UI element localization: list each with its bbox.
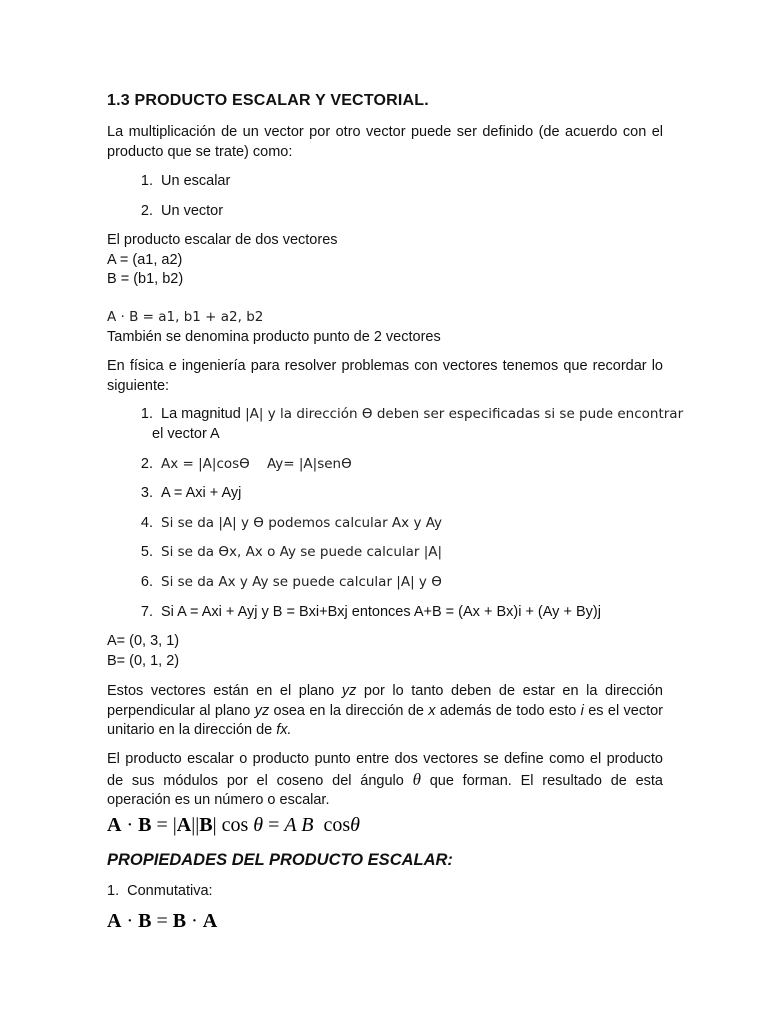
- list2-item-6: [127, 573, 442, 593]
- text-run: por lo tanto deben de estar en la dirección perpendicular al plano: [107, 683, 663, 719]
- vector-a: A: [202, 910, 218, 932]
- dot-operator: ·: [121, 910, 139, 932]
- theta-symbol: θ: [412, 769, 421, 789]
- plane-paragraph: [107, 682, 663, 741]
- intro-paragraph: La multiplicación de un vector por otro vector puede ser definido (de acuerdo con el producto que se trate) como:: [107, 124, 663, 160]
- list2-item-7: [127, 603, 601, 623]
- vector-b: B: [172, 910, 187, 932]
- dot-operator: ·: [186, 910, 203, 932]
- list-number: 7.: [140, 604, 153, 620]
- list-number: 4.: [140, 515, 153, 531]
- italic-term: yz: [341, 683, 357, 699]
- list-text: Un vector: [161, 203, 224, 219]
- vector-a-components: A = (a1, a2): [107, 252, 183, 268]
- commutative-formula: [107, 910, 217, 933]
- cos-term: | cos: [212, 814, 254, 836]
- list-text: La magnitud: [161, 406, 241, 422]
- equals: =: [263, 814, 285, 836]
- magnitude-b: B: [296, 814, 314, 836]
- list-text: Si se da Ax y Ay se puede calcular |A| y ϴ: [161, 574, 442, 590]
- list-text-continued: |A| y la dirección ϴ deben ser especificadas si se pude encontrar: [240, 406, 684, 422]
- equals-abs: = |: [151, 814, 177, 836]
- italic-term: x: [428, 702, 436, 719]
- italic-term: i: [580, 702, 584, 719]
- list2-item-1-wrap: el vector A: [152, 426, 220, 442]
- vector-b-components: B = (b1, b2): [107, 271, 184, 287]
- magnitude-a: A: [284, 814, 297, 836]
- text-run: que forman. El resultado de esta operación es un número o escalar.: [107, 772, 663, 808]
- list-text: Un escalar: [161, 173, 231, 189]
- text-run: Estos vectores están en el plano: [107, 683, 342, 699]
- text-run: es el vector unitario en la dirección de: [107, 702, 664, 738]
- dot-operator: ·: [121, 814, 139, 836]
- list2-item-1: [127, 405, 683, 425]
- list-text: Ax = |A|cosϴ Ay= |A|senϴ: [161, 456, 352, 472]
- list2-item-5: [127, 543, 442, 563]
- property-1-label: 1. Conmutativa:: [107, 883, 213, 899]
- properties-heading: PROPIEDADES DEL PRODUCTO ESCALAR:: [107, 851, 453, 869]
- text-run: además de todo esto: [435, 702, 581, 719]
- dot-product-paragraph: [107, 750, 663, 811]
- vector-b: B: [199, 814, 213, 836]
- text-run: osea en la dirección de: [269, 702, 429, 719]
- list1-item-2: [127, 202, 223, 222]
- scalar-def-line1: El producto escalar de dos vectores: [107, 232, 338, 248]
- vector-b-example: B= (0, 1, 2): [107, 653, 180, 669]
- dot-product-formula: [107, 814, 360, 837]
- list-text: Si se da |A| y ϴ podemos calcular Ax y Ay: [161, 515, 443, 531]
- list-number: 3.: [140, 485, 153, 501]
- list-number: 5.: [140, 544, 153, 560]
- list2-item-4: [127, 514, 442, 534]
- list-number: 1.: [140, 406, 153, 422]
- italic-term: yz: [254, 702, 270, 719]
- italic-term: fx.: [276, 722, 292, 738]
- theta-symbol: θ: [253, 814, 264, 836]
- text-run: El producto escalar o producto punto entre dos vectores se define como el producto de sus módulos por el coseno del ángulo: [107, 751, 663, 789]
- list-text: Si A = Axi + Ayj y B = Bxi+Bxj entonces A+B = (Ax + Bx)i + (Ay + By)j: [161, 604, 601, 620]
- list-number: 6.: [140, 574, 153, 590]
- vector-a: A: [176, 814, 192, 836]
- list2-item-3: [127, 484, 241, 504]
- section-title: 1.3 PRODUCTO ESCALAR Y VECTORIAL.: [107, 92, 429, 109]
- vector-a: A: [107, 910, 122, 932]
- list1-item-1: [127, 172, 230, 192]
- list-text: A = Axi + Ayj: [161, 485, 242, 501]
- list-text: Si se da ϴx, Ax o Ay se puede calcular |A|: [161, 544, 443, 560]
- equals: =: [151, 910, 173, 932]
- vector-a-example: A= (0, 3, 1): [107, 633, 180, 649]
- vector-b: B: [138, 910, 152, 932]
- scalar-product-formula: A · B = a1, b1 + a2, b2: [107, 309, 264, 325]
- dot-product-alias: También se denomina producto punto de 2 vectores: [107, 329, 441, 345]
- list2-item-2: [127, 455, 352, 475]
- vector-b: B: [138, 814, 152, 836]
- abs-bars: ||: [191, 814, 200, 836]
- cos-term: cos: [313, 814, 351, 836]
- list-number: 1.: [140, 173, 153, 189]
- physics-intro: En física e ingeniería para resolver problemas con vectores tenemos que recordar lo siguiente:: [107, 358, 663, 394]
- list-number: 2.: [140, 203, 153, 219]
- list-number: 2.: [140, 456, 153, 472]
- theta-symbol: θ: [350, 814, 360, 836]
- vector-a: A: [107, 814, 122, 836]
